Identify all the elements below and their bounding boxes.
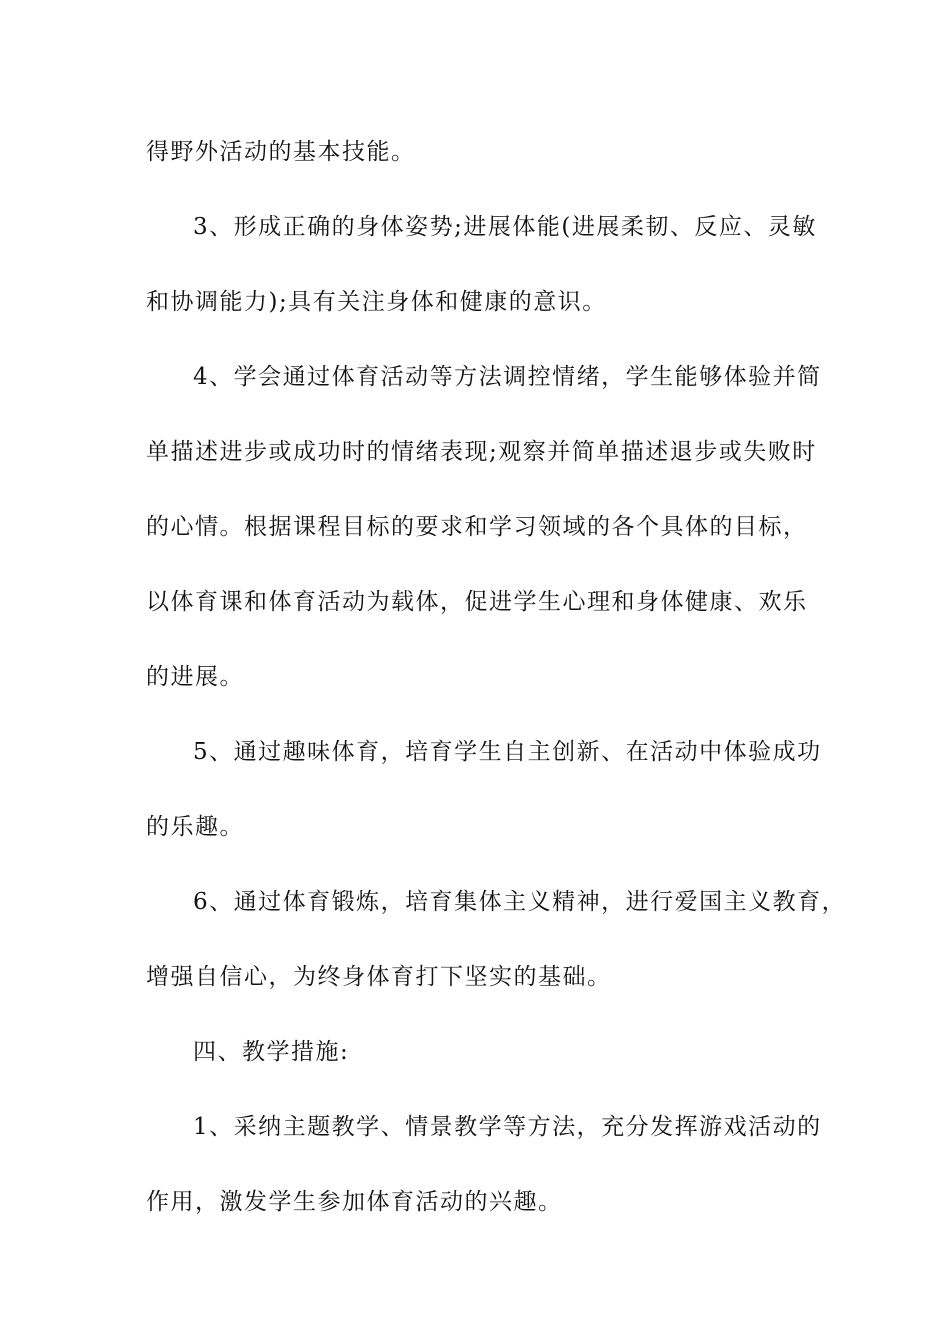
text-line: 单描述进步或成功时的情绪表现;观察并简单描述退步或失败时: [146, 439, 817, 465]
text-line: 增强自信心，为终身体育打下坚实的基础。: [146, 964, 612, 990]
text-line: 5、通过趣味体育，培育学生自主创新、在活动中体验成功: [193, 739, 822, 765]
text-line: 1、采纳主题教学、情景教学等方法，充分发挥游戏活动的: [193, 1114, 822, 1140]
text-line: 4、学会通过体育活动等方法调控情绪，学生能够体验并简: [193, 364, 822, 390]
section-heading: 四、教学措施:: [193, 1039, 350, 1065]
text-line: 3、形成正确的身体姿势;进展体能(进展柔韧、反应、灵敏: [193, 214, 817, 240]
text-line: 的进展。: [146, 664, 244, 690]
text-line: 6、通过体育锻炼，培育集体主义精神，进行爱国主义教育，: [193, 889, 847, 915]
text-line: 作用，激发学生参加体育活动的兴趣。: [146, 1189, 563, 1215]
text-line: 的乐趣。: [146, 814, 244, 840]
text-line: 和协调能力);具有关注身体和健康的意识。: [146, 289, 607, 315]
text-line: 的心情。根据课程目标的要求和学习领域的各个具体的目标，: [146, 514, 808, 540]
text-line: 以体育课和体育活动为载体，促进学生心理和身体健康、欢乐: [146, 589, 808, 615]
text-line: 得野外活动的基本技能。: [146, 139, 416, 165]
